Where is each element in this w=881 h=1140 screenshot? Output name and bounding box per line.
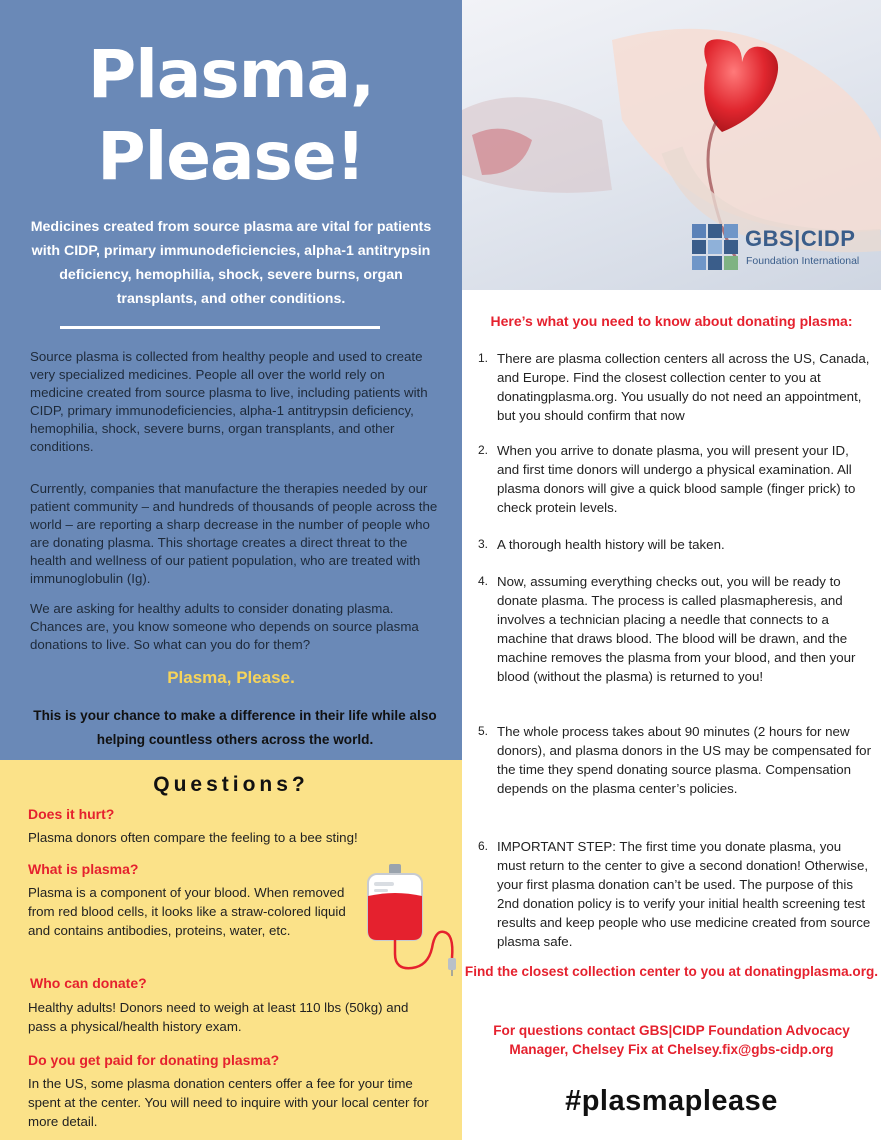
question-answer: Plasma donors often compare the feeling to a bee sting! xyxy=(28,830,358,845)
steps-heading: Here’s what you need to know about donating plasma: xyxy=(490,313,853,329)
logo-name: GBS|CIDP xyxy=(745,226,856,251)
title-line-2: Please! xyxy=(97,118,365,195)
step-text: There are plasma collection centers all across the US, Canada, and Europe. Find the closest collection center to you at donatingplasma.org. You usually do not need an appointment, but you should confirm that now xyxy=(497,351,870,423)
question-answer: In the US, some plasma donation centers offer a fee for your time spent at the center. You will need to inquire with your local center for more detail. xyxy=(28,1076,429,1129)
title-line-1: Plasma, xyxy=(87,36,375,113)
step-text: When you arrive to donate plasma, you will present your ID, and first time donors will undergo a physical examination. All plasma donors will give a quick blood sample (finger prick) to check protein levels. xyxy=(497,443,856,515)
step-number: 1. xyxy=(478,351,489,365)
question-heading: Does it hurt? xyxy=(28,806,115,822)
plasma-please-subheading: Plasma, Please. xyxy=(167,668,295,687)
step-text: A thorough health history will be taken. xyxy=(497,537,725,552)
question-heading: Do you get paid for donating plasma? xyxy=(28,1052,280,1068)
step-number: 6. xyxy=(478,839,489,853)
step-number: 3. xyxy=(478,537,489,551)
question-answer: Healthy adults! Donors need to weigh at least 110 lbs (50kg) and pass a physical/health history exam. xyxy=(28,1000,409,1034)
divider xyxy=(60,326,380,329)
step-number: 2. xyxy=(478,443,489,457)
paragraph-ask: We are asking for healthy adults to consider donating plasma. Chances are, you know someone who depends on source plasma donations to live. So what can you do for them? xyxy=(30,601,419,652)
step-text: Now, assuming everything checks out, you will be ready to donate plasma. The process is called plasmapheresis, and involves a technician placing a needle that connects to a machine that draws blood. The blood will be drawn, and the machine removes the plasma from your blood, and then your blood (without the plasma) is returned to you! xyxy=(497,574,856,684)
logo-grid-icon xyxy=(692,224,740,272)
step-text: IMPORTANT STEP: The first time you donate plasma, you must return to the center to give a second donation! Otherwise, your first plasma donation can’t be used. The purpose of this 2nd donation policy is to verify your initial health screening test results and keep people who use medicine created from source plasma safe. xyxy=(497,839,871,949)
contact-callout: For questions contact GBS|CIDP Foundation Advocacy Manager, Chelsey Fix at Chelsey.fix@gbs-cidp.org xyxy=(493,1023,850,1057)
question-answer: Plasma is a component of your blood. When removed from red blood cells, it looks like a straw-colored liquid and contains antibodies, proteins, water, etc. xyxy=(28,885,346,938)
question-heading: What is plasma? xyxy=(28,861,139,877)
find-center-callout: Find the closest collection center to you at donatingplasma.org. xyxy=(464,964,879,979)
questions-title: Questions? xyxy=(153,773,309,796)
gbs-cidp-logo xyxy=(692,224,872,274)
paragraph-shortage: Currently, companies that manufacture the therapies needed by our patient community – and hundreds of thousands of people across the world – are reporting a sharp decrease in the number of people who are donating plasma. This shortage creates a direct threat to the health and wellness of our patient population, who are treated with immunoglobulin (Ig). xyxy=(30,481,438,586)
intro-text: Medicines created from source plasma are vital for patients with CIDP, primary immunodeficiencies, alpha-1 antitrypsin deficiency, hemophilia, shock, severe burns, organ transplants, and other conditions. xyxy=(30,219,432,307)
step-text: The whole process takes about 90 minutes (2 hours for new donors), and plasma donors in the US may be compensated for the time they spend donating source plasma. Compensation depends on the plasma center’s policies. xyxy=(497,724,871,796)
step-number: 4. xyxy=(478,574,489,588)
paragraph-source-plasma: Source plasma is collected from healthy people and used to create very specialized medicines. People all over the world rely on medicine created from source plasma to live, including patients with CIDP, primary immunodeficiencies, alpha-1 antitrypsin deficiency, hemophilia, shock, severe burns, organ transplants, and other conditions. xyxy=(30,349,428,454)
blood-bag-icon xyxy=(362,862,462,977)
hashtag: #plasmaplease xyxy=(565,1085,778,1117)
step-number: 5. xyxy=(478,724,489,738)
chance-statement: This is your chance to make a difference in their life while also helping countless others across the world. xyxy=(33,708,437,747)
question-heading: Who can donate? xyxy=(30,975,147,991)
logo-subtitle: Foundation International xyxy=(746,255,860,267)
